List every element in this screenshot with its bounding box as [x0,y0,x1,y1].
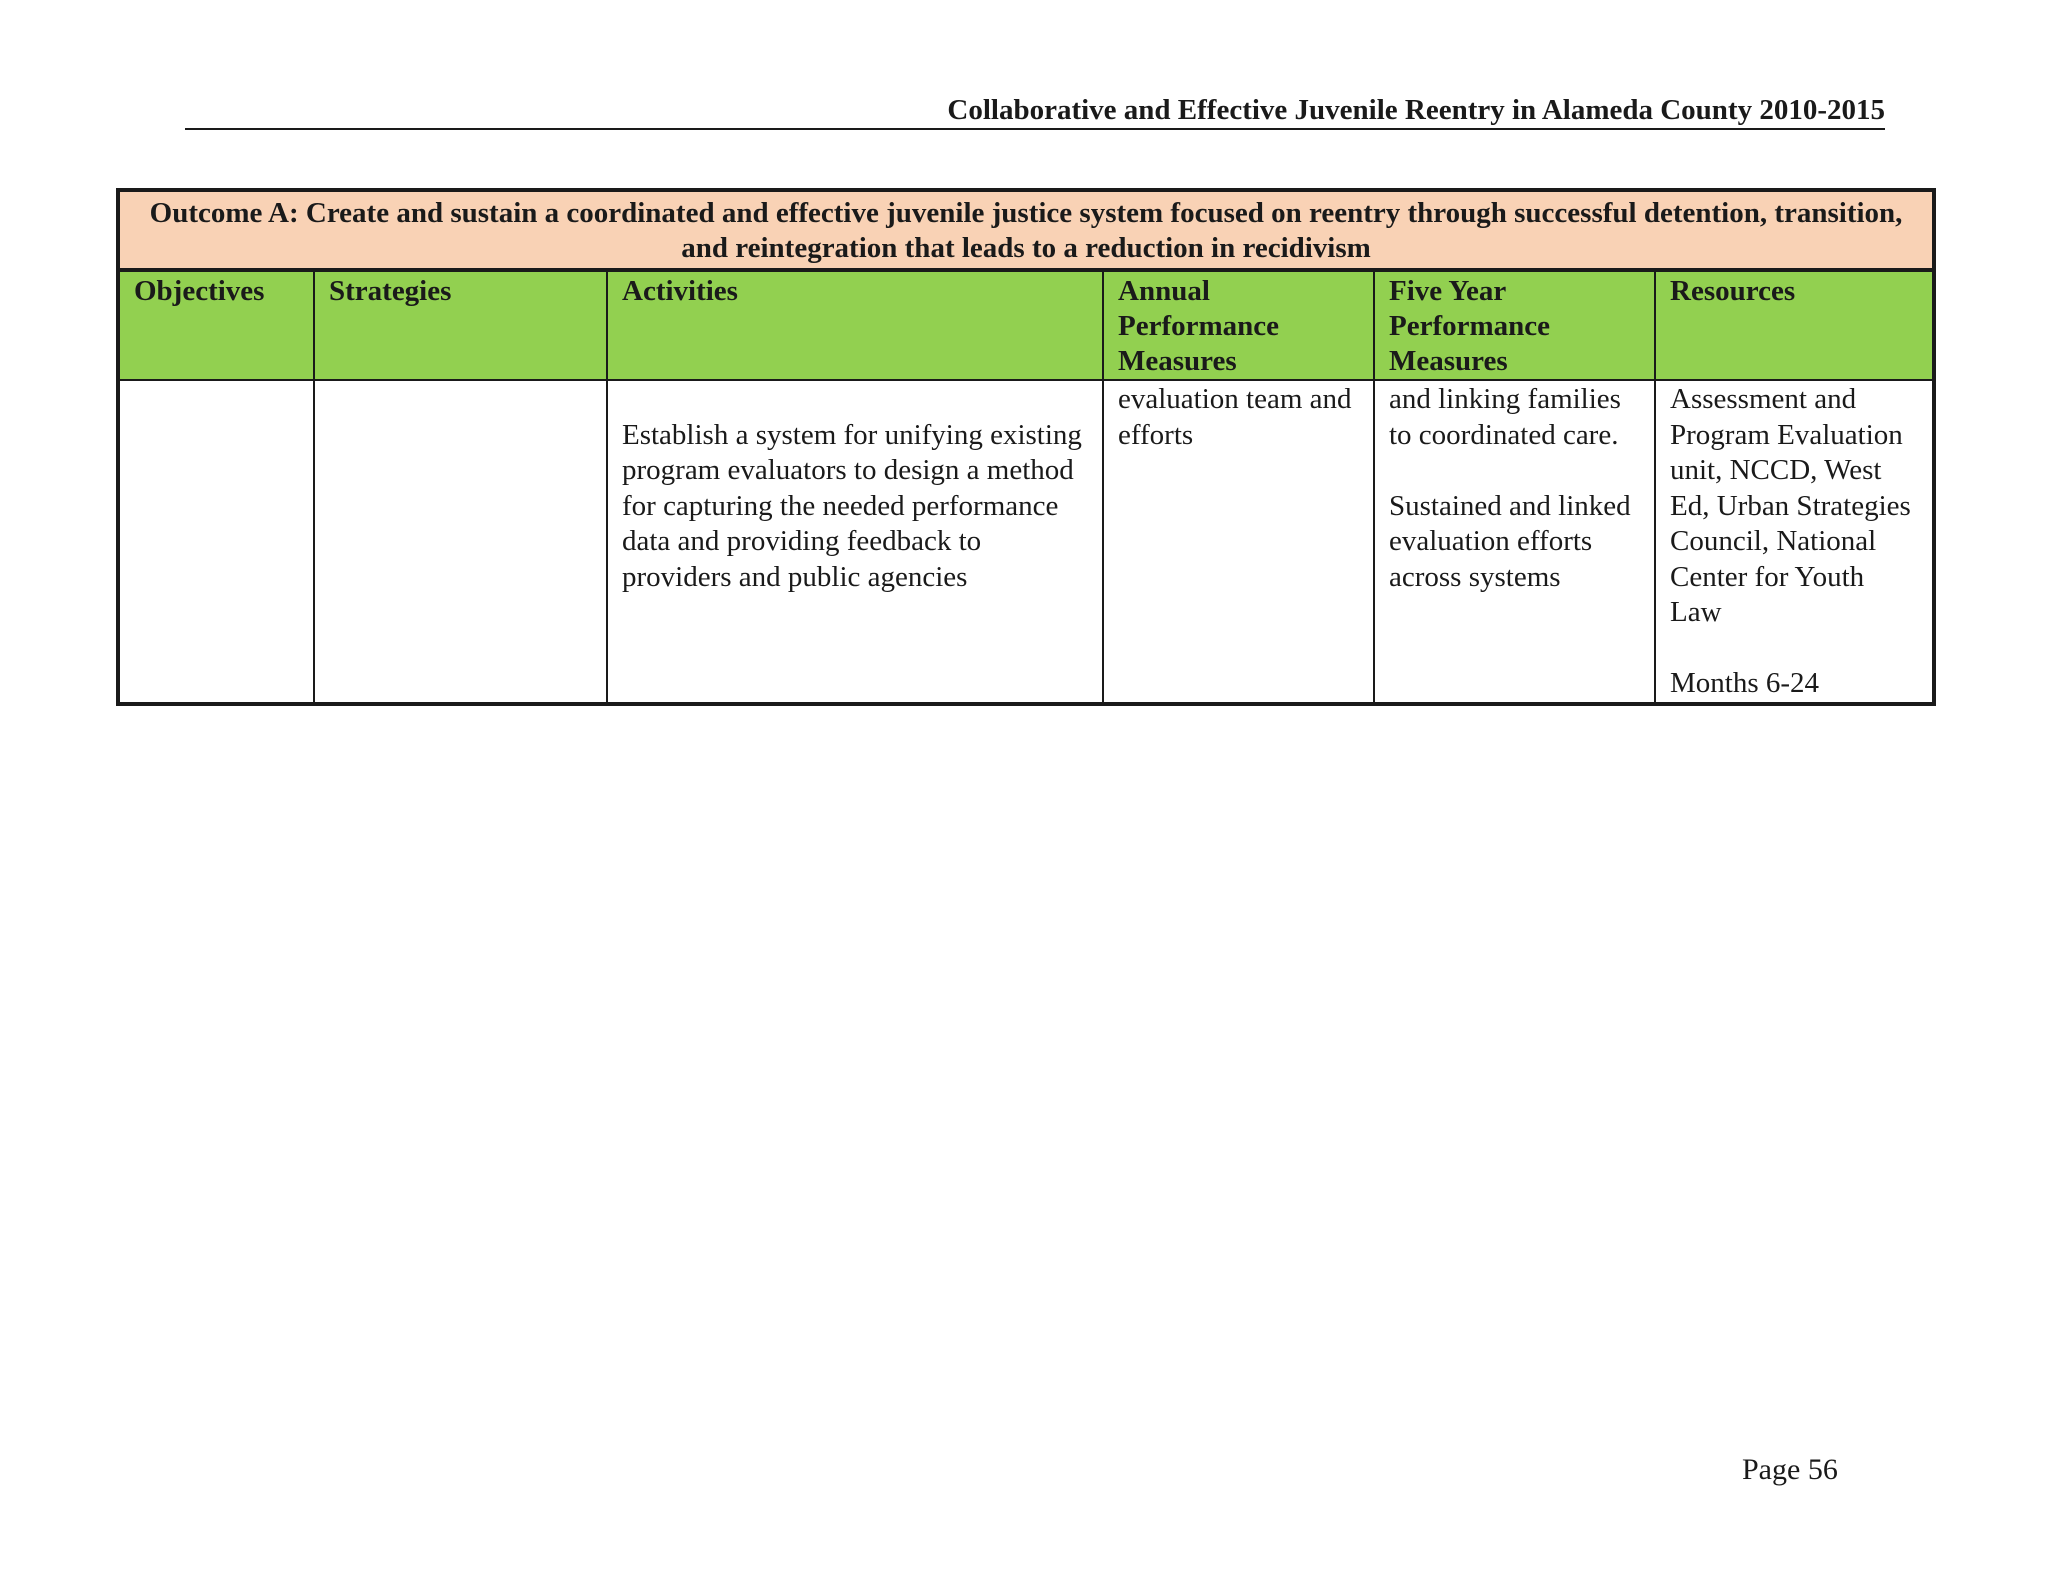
activity-text: Establish a system for unifying existing program evaluators to design a method for capturing the needed performance data and providing feedback to providers and public agencies [622,418,1082,593]
column-header-activities: Activities [607,270,1103,380]
cell-five-year-measures [1374,380,1655,704]
column-header-five-year-measures: Five Year Performance Measures [1374,270,1655,380]
cell-resources [1655,380,1934,704]
five-year-measure-2: Sustained and linked evaluation efforts across systems [1389,489,1631,593]
page-header [185,92,1885,130]
column-header-resources: Resources [1655,270,1934,380]
column-header-row [118,270,1934,380]
column-header-strategies: Strategies [314,270,607,380]
document-title: Collaborative and Effective Juvenile Reentry in Alameda County 2010-2015 [947,94,1885,126]
outcome-title: Outcome A: Create and sustain a coordinated and effective juvenile justice system focused on reentry through successful detention, transition, and reintegration that leads to a reduction in recidivism [118,190,1934,270]
column-header-objectives: Objectives [118,270,314,380]
cell-strategies [314,380,607,704]
cell-objectives [118,380,314,704]
page-number: Page 56 [1742,1453,1838,1486]
column-header-annual-measures: Annual Performance Measures [1103,270,1374,380]
five-year-measure-1: and linking families to coordinated care. [1389,383,1621,451]
cell-annual-measures: evaluation team and efforts [1103,380,1374,704]
resources-timeline: Months 6-24 [1670,667,1820,699]
resources-text: Assessment and Program Evaluation unit, NCCD, West Ed, Urban Strategies Council, National Center for Youth Law [1670,383,1911,628]
outcome-header-row [118,190,1934,270]
outcome-plan-table [116,188,1936,706]
table-row [118,380,1934,704]
cell-activities [607,380,1103,704]
